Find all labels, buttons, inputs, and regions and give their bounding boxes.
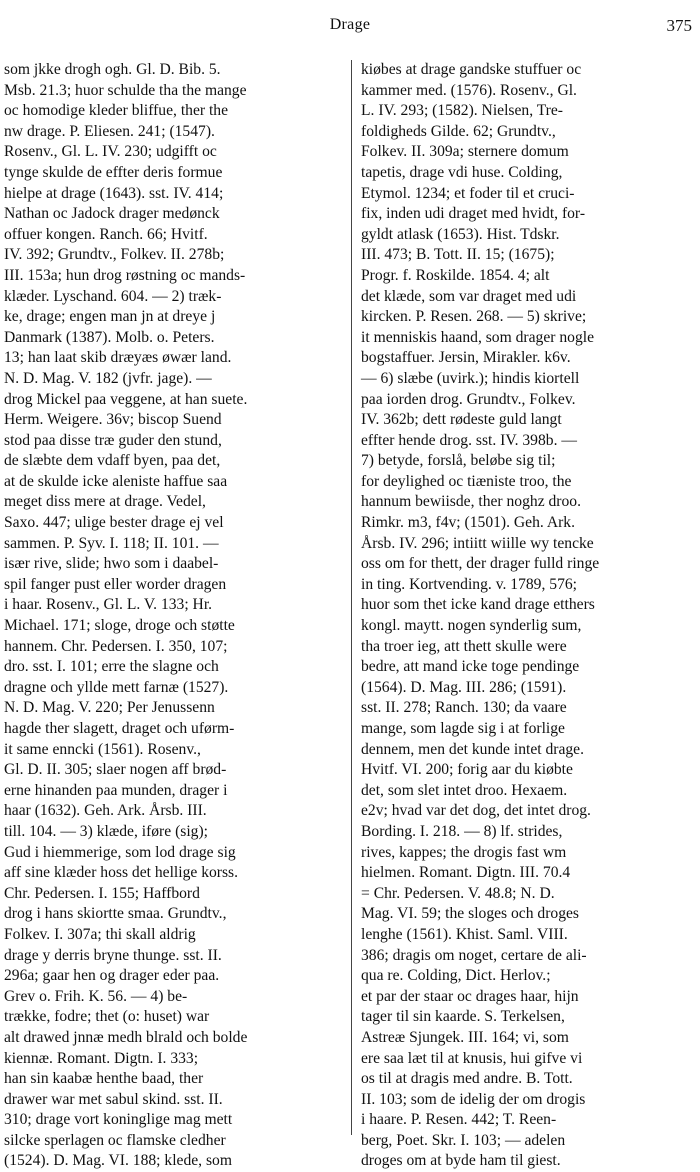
text-line: Gl. D. II. 305; slaer nogen aff brød- — [4, 761, 227, 779]
text-line: II. 103; som de idelig der om drogis — [361, 1090, 586, 1108]
text-line: aff sine klæder hoss det hellige korss. — [4, 864, 239, 882]
text-line: det, som slet intet droo. Hexaem. — [361, 781, 568, 799]
column-divider — [351, 60, 352, 1135]
text-line: Msb. 21.3; huor schulde tha the mange — [4, 81, 247, 99]
text-line: tager til sin kaarde. S. Terkelsen, — [361, 1008, 565, 1026]
text-line: især rive, slide; hwo som i daabel- — [4, 555, 219, 573]
text-line: III. 153a; hun drog røstning oc mands- — [4, 266, 246, 284]
text-line: dennem, men det kunde intet drage. — [361, 740, 585, 758]
text-line: berg, Poet. Skr. I. 103; — adelen — [361, 1131, 566, 1149]
text-line: det klæde, som var draget med udi — [361, 287, 577, 305]
text-line: hannem. Chr. Pedersen. I. 350, 107; — [4, 637, 228, 655]
text-line: Chr. Pedersen. I. 155; Haffbord — [4, 884, 200, 902]
text-line: ke, drage; engen man jn at dreye j — [4, 308, 216, 326]
text-line: i haar. Rosenv., Gl. L. V. 133; Hr. — [4, 596, 213, 614]
text-line: Bording. I. 218. — 8) lf. strides, — [361, 822, 563, 840]
text-line: 386; dragis om noget, certare de ali- — [361, 946, 587, 964]
text-line: nw drage. P. Eliesen. 241; (1547). — [4, 122, 215, 140]
text-line: klæder. Lyschand. 604. — 2) træk- — [4, 287, 222, 305]
text-line: Gud i hiemmerige, som lod drage sig — [4, 843, 236, 861]
text-line: Nathan oc Jadock drager medønck — [4, 205, 220, 223]
text-line: sst. II. 278; Ranch. 130; da vaare — [361, 699, 567, 717]
text-line: kammer med. (1576). Rosenv., Gl. — [361, 81, 577, 99]
text-line: 7) betyde, forslå, beløbe sig til; — [361, 452, 556, 470]
text-line: Etymol. 1234; et foder til et cruci- — [361, 184, 575, 202]
text-line: Saxo. 447; ulige bester drage ej vel — [4, 514, 224, 532]
text-line: drawer war met sabul skind. sst. II. — [4, 1090, 223, 1108]
text-line: et par der staar oc drages haar, hijn — [361, 987, 579, 1005]
text-line: dragne och yllde mett farnæ (1527). — [4, 678, 229, 696]
page-header — [0, 14, 700, 40]
text-line: Herm. Weigere. 36v; biscop Suend — [4, 411, 222, 429]
text-line: sammen. P. Syv. I. 118; II. 101. — — [4, 534, 219, 552]
text-line: alt drawed jnnæ medh blrald och bolde — [4, 1028, 248, 1046]
text-line: kiøbes at drage gandske stuffuer oc — [361, 61, 582, 78]
text-line: Progr. f. Roskilde. 1854. 4; alt — [361, 266, 550, 284]
text-line: hannum bewiisde, ther noghz droo. — [361, 493, 581, 511]
text-line: IV. 392; Grundtv., Folkev. II. 278b; — [4, 246, 225, 264]
text-line: ere saa læt til at knusis, hui gifve vi — [361, 1049, 583, 1067]
text-line: Rimkr. m3, f4v; (1501). Geh. Ark. — [361, 514, 575, 532]
text-line: fix, inden udi draget med hvidt, for- — [361, 205, 586, 223]
text-line: in ting. Kortvending. v. 1789, 576; — [361, 575, 577, 593]
text-line: kiennæ. Romant. Digtn. I. 333; — [4, 1049, 199, 1067]
text-line: IV. 362b; dett rødeste guld langt — [361, 411, 562, 429]
text-line: spil fanger pust eller worder dragen — [4, 575, 227, 593]
text-line: mange, som lagde sig i at forlige — [361, 720, 565, 737]
text-line: qua re. Colding, Dict. Herlov.; — [361, 967, 551, 985]
text-line: gyldt atlask (1653). Hist. Tdskr. — [361, 225, 560, 243]
text-line: drage y derris bryne thunge. sst. II. — [4, 946, 222, 964]
left-column — [4, 60, 344, 1170]
text-line: 310; drage vort koninglige mag mett — [4, 1111, 233, 1129]
text-line: III. 473; B. Tott. II. 15; (1675); — [361, 246, 555, 264]
text-line: tapetis, drage vdi huse. Colding, — [361, 163, 563, 181]
text-line: haar (1632). Geh. Ark. Årsb. III. — [4, 802, 207, 820]
right-column — [361, 60, 695, 1170]
text-line: Hvitf. VI. 200; forig aar du kiøbte — [361, 761, 573, 779]
text-line: at de skulde icke aleniste haffue saa — [4, 472, 228, 490]
text-line: droges om at byde ham til giest. — [361, 1152, 561, 1170]
text-line: foldigheds Gilde. 62; Grundtv., — [361, 122, 556, 140]
running-head: Drage — [329, 16, 371, 33]
text-line: de slæbte dem vdaff byen, paa det, — [4, 452, 221, 470]
text-line: Danmark (1387). Molb. o. Peters. — [4, 328, 215, 346]
text-line: hagde ther slagett, draget och uførm- — [4, 720, 235, 737]
text-line: silcke sperlagen oc flamske cledher — [4, 1131, 226, 1149]
text-line: Folkev. I. 307a; thi skall aldrig — [4, 925, 196, 943]
text-line: bedre, att mand icke toge pendinge — [361, 658, 580, 676]
text-line: 296a; gaar hen og drager eder paa. — [4, 967, 220, 985]
text-line: oc homodige kleder bliffue, ther the — [4, 102, 229, 120]
text-line: till. 104. — 3) klæde, iføre (sig); — [4, 822, 208, 840]
text-line: L. IV. 293; (1582). Nielsen, Tre- — [361, 102, 563, 120]
text-line: meget diss mere at drage. Vedel, — [4, 493, 206, 511]
text-line: 13; han laat skib dræyæs øwær land. — [4, 349, 232, 367]
text-line: tha troer ieg, att thett skulle were — [361, 637, 567, 655]
text-line: kongl. maytt. nogen synderlig sum, — [361, 617, 582, 635]
text-line: drog Mickel paa veggene, at han suete. — [4, 390, 248, 408]
text-line: bogstaffuer. Jersin, Mirakler. k6v. — [361, 349, 571, 367]
text-line: Folkev. II. 309a; sternere domum — [361, 143, 569, 161]
text-line: hielpe at drage (1643). sst. IV. 414; — [4, 184, 224, 202]
text-line: Grev o. Frih. K. 56. — 4) be- — [4, 987, 188, 1005]
text-line: oss om for thett, der drager fulld ringe — [361, 555, 600, 573]
text-line: Mag. VI. 59; the sloges och droges — [361, 905, 579, 923]
text-line: Michael. 171; sloge, droge och støtte — [4, 617, 235, 635]
text-line: it menniskis haand, som drager nogle — [361, 328, 594, 346]
text-line: N. D. Mag. V. 182 (jvfr. jage). — — [4, 369, 212, 387]
page-number: 375 — [666, 16, 692, 35]
text-line: som jkke drogh ogh. Gl. D. Bib. 5. — [4, 61, 221, 78]
text-line: drog i hans skiortte smaa. Grundtv., — [4, 905, 227, 923]
text-line: hielmen. Romant. Digtn. III. 70.4 — [361, 864, 571, 882]
text-line: Årsb. IV. 296; intiitt wiille wy tencke — [361, 534, 594, 552]
text-line: os til at dragis med andre. B. Tott. — [361, 1070, 573, 1088]
text-line: (1564). D. Mag. III. 286; (1591). — [361, 678, 567, 696]
text-line: — 6) slæbe (uvirk.); hindis kiortell — [361, 369, 580, 387]
text-line: paa iorden drog. Grundtv., Folkev. — [361, 390, 576, 408]
text-line: (1524). D. Mag. VI. 188; klede, som — [4, 1152, 232, 1170]
text-line: = Chr. Pedersen. V. 48.8; N. D. — [361, 884, 555, 902]
text-line: N. D. Mag. V. 220; Per Jenussenn — [4, 699, 215, 717]
text-line: effter hende drog. sst. IV. 398b. — — [361, 431, 577, 449]
text-line: trække, fodre; thet (o: huset) war — [4, 1008, 210, 1026]
text-line: lenghe (1561). Khist. Saml. VIII. — [361, 925, 568, 943]
text-line: i haare. P. Resen. 442; T. Reen- — [361, 1111, 557, 1129]
text-line: e2v; hvad var det dog, det intet drog. — [361, 802, 591, 820]
text-line: rives, kappes; the drogis fast wm — [361, 843, 567, 861]
text-line: Astreæ Sjungek. III. 164; vi, som — [361, 1028, 569, 1046]
text-line: stod paa disse træ guder den stund, — [4, 431, 222, 449]
text-line: for deylighed oc tiæniste troo, the — [361, 472, 572, 490]
text-line: huor som thet icke kand drage etthers — [361, 596, 595, 614]
text-line: tynge skulde de effter deris formue — [4, 163, 223, 181]
text-line: han sin kaabæ henthe baad, ther — [4, 1070, 204, 1088]
text-line: Rosenv., Gl. L. IV. 230; udgifft oc — [4, 143, 217, 161]
text-line: kircken. P. Resen. 268. — 5) skrive; — [361, 308, 587, 326]
text-line: offuer kongen. Ranch. 66; Hvitf. — [4, 225, 208, 243]
text-line: dro. sst. I. 101; erre the slagne och — [4, 658, 219, 676]
text-line: erne hinanden paa munden, drager i — [4, 781, 228, 799]
text-line: it same enncki (1561). Rosenv., — [4, 740, 201, 758]
